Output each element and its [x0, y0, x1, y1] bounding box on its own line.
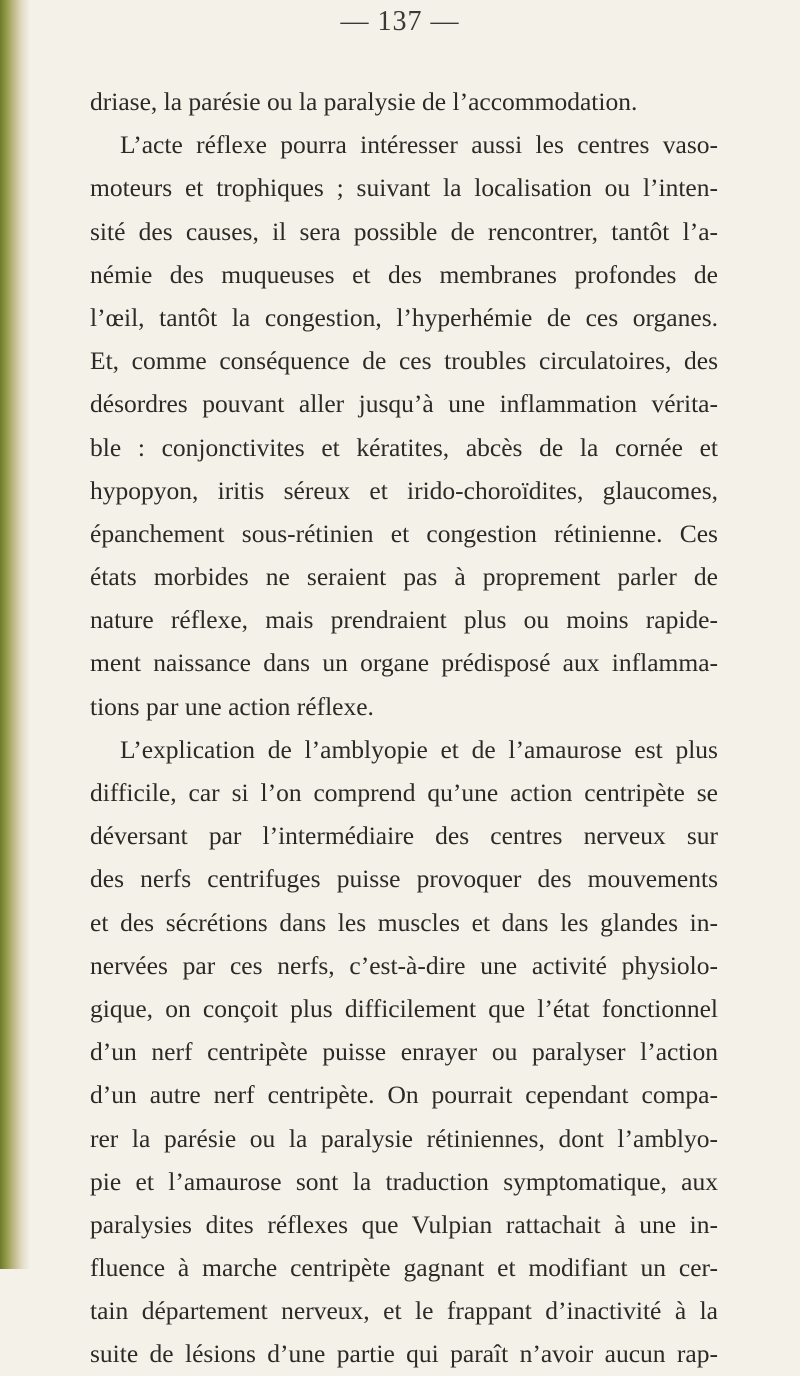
text-line: l’œil, tantôt la congestion, l’hyperhémie de ces organes.	[90, 302, 718, 332]
text-line: ment naissance dans un organe prédisposé aux inflamma-	[90, 648, 718, 678]
text-line: états morbides ne seraient pas à proprement parler de	[90, 562, 718, 592]
text-line: nature réflexe, mais prendraient plus ou moins rapide-	[90, 605, 718, 635]
text-line: pie et l’amaurose sont la traduction symptomatique, aux	[90, 1166, 718, 1196]
text-line: épanchement sous-rétinien et congestion rétinienne. Ces	[90, 518, 718, 548]
text-line: L’explication de l’amblyopie et de l’amaurose est plus	[120, 734, 718, 764]
text-line: d’un autre nerf centripète. On pourrait cependant compa-	[90, 1080, 718, 1110]
text-line: nervées par ces nerfs, c’est-à-dire une activité physiolo-	[90, 950, 718, 980]
text-line: L’acte réflexe pourra intéresser aussi les centres vaso-	[120, 130, 718, 160]
text-line: et des sécrétions dans les muscles et dans les glandes in-	[90, 907, 718, 937]
text-line: difficile, car si l’on comprend qu’une action centripète se	[90, 778, 718, 807]
text-line: des nerfs centrifuges puisse provoquer des mouvements	[90, 864, 718, 894]
text-line: rer la parésie ou la paralysie rétiniennes, dont l’amblyo-	[90, 1123, 718, 1153]
text-line: driase, la parésie ou la paralysie de l’accommodation.	[90, 87, 638, 116]
text-line: tain département nerveux, et le frappant d’inactivité à la	[90, 1296, 718, 1326]
page-binding-edge	[0, 0, 30, 1269]
text-line: sité des causes, il sera possible de rencontrer, tantôt l’a-	[90, 216, 718, 246]
text-line: d’un nerf centripète puisse enrayer ou paralyser l’action	[90, 1037, 718, 1067]
text-line: désordres pouvant aller jusqu’à une inflammation vérita-	[90, 389, 718, 419]
text-line: moteurs et trophiques ; suivant la localisation ou l’inten-	[90, 173, 718, 203]
text-line: suite de lésions d’une partie qui paraît n’avoir aucun rap-	[90, 1339, 718, 1369]
text-line: némie des muqueuses et des membranes profondes de	[90, 259, 718, 289]
text-line: déversant par l’intermédiaire des centres nerveux sur	[90, 821, 718, 851]
text-line: tions par une action réflexe.	[90, 691, 374, 721]
body-text	[90, 80, 718, 1376]
page-number-header	[0, 6, 800, 38]
text-line: Et, comme conséquence de ces troubles circulatoires, des	[90, 346, 718, 376]
text-line: hypopyon, iritis séreux et irido-choroïdites, glaucomes,	[90, 475, 718, 505]
text-line: gique, on conçoit plus difficilement que l’état fonctionnel	[90, 993, 718, 1023]
text-line: fluence à marche centripète gagnant et modifiant un cer-	[90, 1253, 718, 1283]
page-number: — 137 —	[340, 6, 460, 37]
text-line: paralysies dites réflexes que Vulpian rattachait à une in-	[90, 1209, 718, 1239]
text-line: ble : conjonctivites et kératites, abcès de la cornée et	[90, 432, 718, 462]
